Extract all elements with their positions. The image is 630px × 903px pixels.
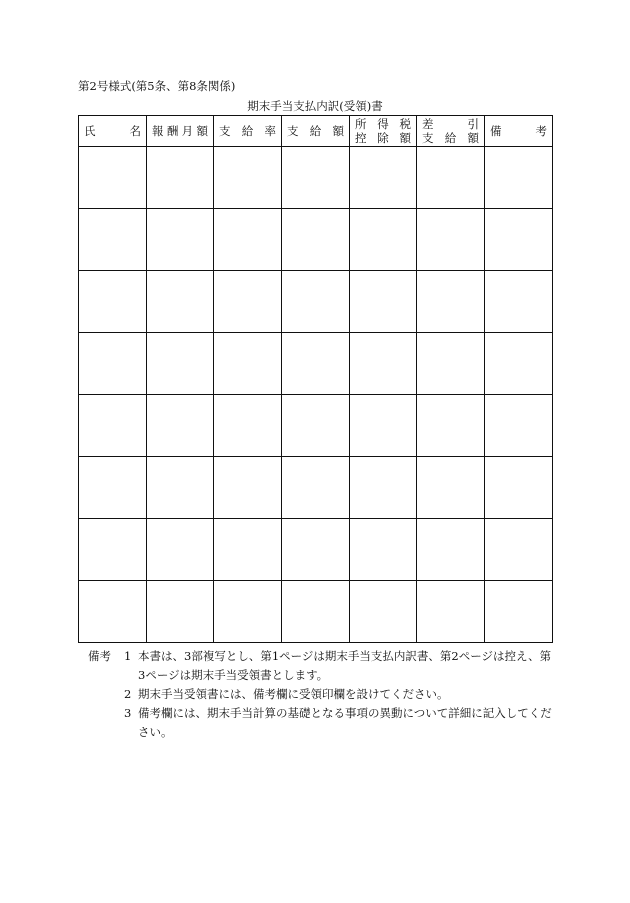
table-cell[interactable] [485,333,553,395]
table-cell[interactable] [79,395,147,457]
column-header-net-payment: 差 引 支 給 額 [417,116,485,147]
table-cell[interactable] [79,271,147,333]
note-item [88,647,558,685]
table-cell[interactable] [79,209,147,271]
table-cell[interactable] [417,333,485,395]
table-cell[interactable] [214,395,282,457]
table-cell[interactable] [214,271,282,333]
table-cell[interactable] [350,519,417,581]
table-cell[interactable] [417,147,485,209]
note-text: 備考欄には、期末手当計算の基礎となる事項の異動について詳細に記入してください。 [138,706,552,739]
table-cell[interactable] [214,147,282,209]
table-cell[interactable] [282,395,350,457]
table-header-row [79,116,553,147]
table-cell[interactable] [485,271,553,333]
notes-label: 備考 [88,649,111,663]
table-row [79,209,553,271]
table-cell[interactable] [417,209,485,271]
note-number: 1 [124,649,132,663]
column-header-remarks: 備 考 [485,116,553,147]
column-header-monthly-salary: 報 酬 月 額 [147,116,214,147]
table-cell[interactable] [485,147,553,209]
table-cell[interactable] [147,519,214,581]
table-cell[interactable] [350,209,417,271]
column-header-payment-rate: 支 給 率 [214,116,282,147]
table-cell[interactable] [79,519,147,581]
table-cell[interactable] [417,581,485,643]
table-cell[interactable] [214,209,282,271]
table-cell[interactable] [79,581,147,643]
table-row [79,395,553,457]
table-row [79,519,553,581]
table-cell[interactable] [485,209,553,271]
table-cell[interactable] [79,333,147,395]
table-row [79,147,553,209]
table-cell[interactable] [147,209,214,271]
table-cell[interactable] [214,581,282,643]
document-title: 期末手当支払内訳(受領)書 [247,99,383,113]
table-cell[interactable] [485,457,553,519]
table-cell[interactable] [147,271,214,333]
table-cell[interactable] [485,395,553,457]
table-cell[interactable] [147,395,214,457]
table-cell[interactable] [417,271,485,333]
table-cell[interactable] [282,333,350,395]
table-cell[interactable] [79,457,147,519]
table-cell[interactable] [147,581,214,643]
column-header-name: 氏 名 [79,116,147,147]
note-number: 3 [124,706,132,720]
table-cell[interactable] [147,147,214,209]
table-cell[interactable] [282,457,350,519]
table-cell[interactable] [79,147,147,209]
table-cell[interactable] [147,333,214,395]
notes-section [88,647,558,742]
note-item [88,704,558,742]
table-cell[interactable] [282,519,350,581]
table-cell[interactable] [282,581,350,643]
note-item [88,685,558,704]
table-cell[interactable] [350,147,417,209]
note-number: 2 [124,687,132,701]
note-text: 本書は、3部複写とし、第1ページは期末手当支払内訳書、第2ページは控え、第3ページは期末手当受領書とします。 [138,649,552,682]
table-cell[interactable] [417,395,485,457]
table-cell[interactable] [214,457,282,519]
table-row [79,457,553,519]
table-cell[interactable] [485,519,553,581]
table-cell[interactable] [350,333,417,395]
table-cell[interactable] [282,271,350,333]
table-cell[interactable] [147,457,214,519]
table-cell[interactable] [214,333,282,395]
column-header-income-tax-deduction: 所 得 税 控 除 額 [350,116,417,147]
table-row [79,581,553,643]
note-text: 期末手当受領書には、備考欄に受領印欄を設けてください。 [138,687,449,701]
table-row [79,333,553,395]
table-cell[interactable] [350,457,417,519]
form-number: 第2号様式(第5条、第8条関係) [78,79,236,93]
table-cell[interactable] [485,581,553,643]
table-cell[interactable] [417,519,485,581]
table-cell[interactable] [350,581,417,643]
table-cell[interactable] [350,395,417,457]
table-row [79,271,553,333]
table-cell[interactable] [417,457,485,519]
table-cell[interactable] [214,519,282,581]
payment-breakdown-table [78,115,553,643]
table-cell[interactable] [282,147,350,209]
column-header-payment-amount: 支 給 額 [282,116,350,147]
table-cell[interactable] [350,271,417,333]
table-cell[interactable] [282,209,350,271]
